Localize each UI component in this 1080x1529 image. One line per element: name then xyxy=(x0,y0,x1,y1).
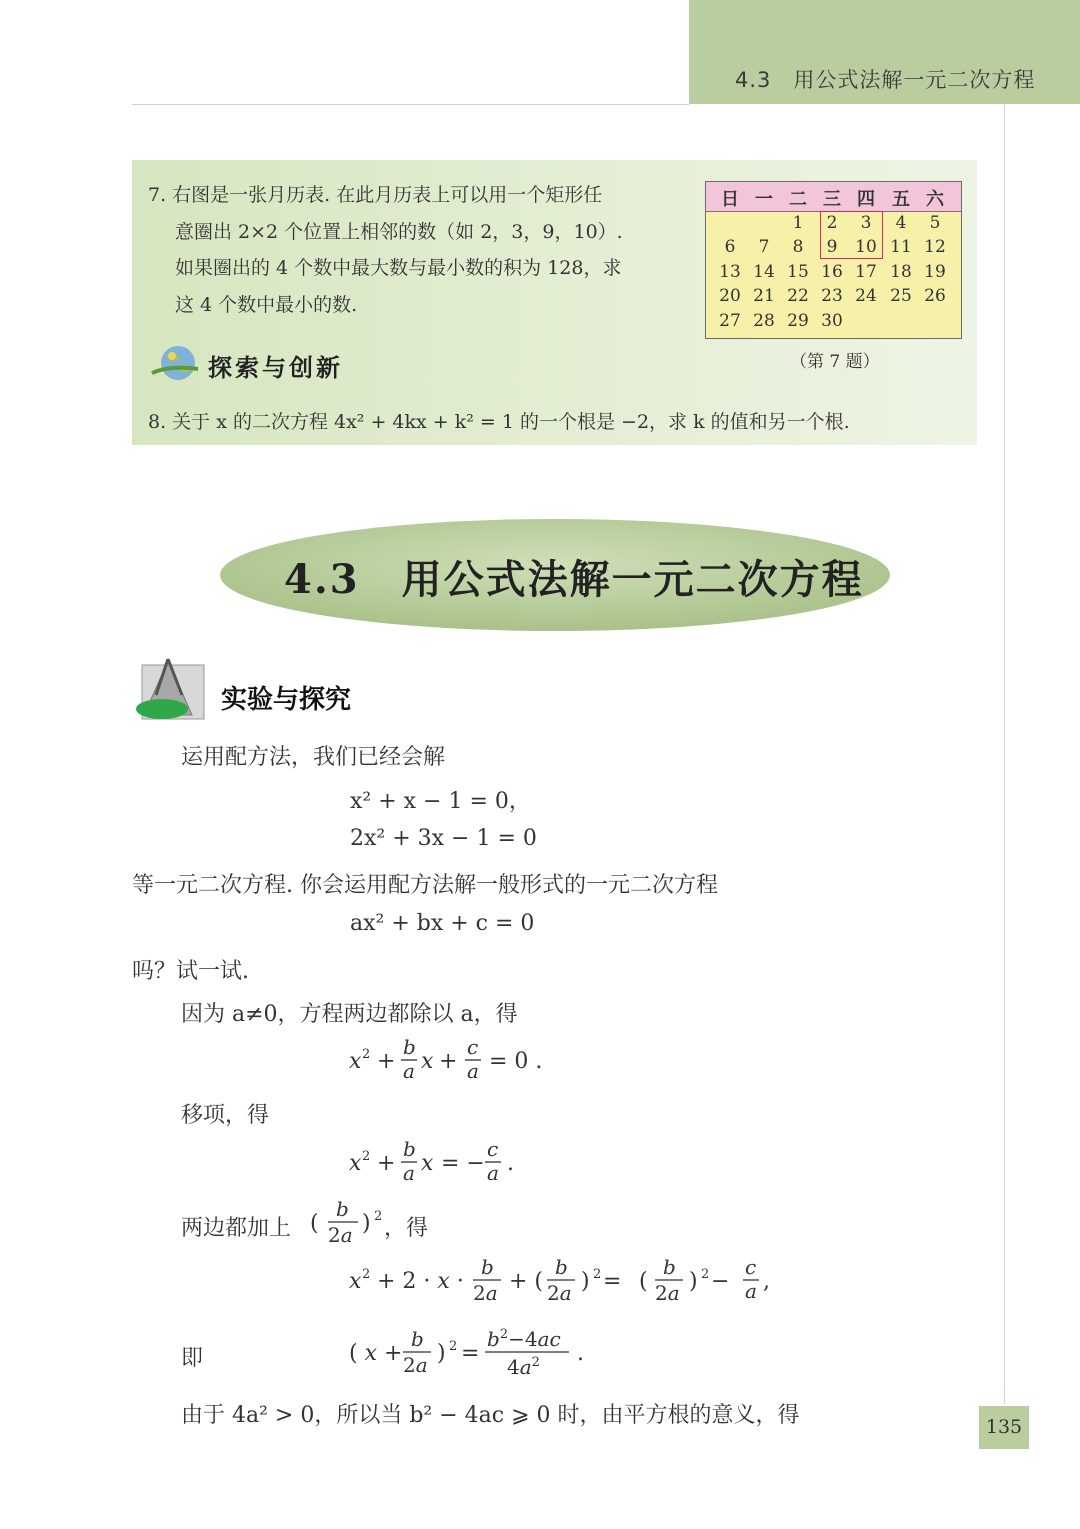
svg-text:2: 2 xyxy=(701,1267,710,1282)
svg-text:b: b xyxy=(555,1255,568,1279)
svg-text:2a: 2a xyxy=(473,1281,498,1305)
calendar-day-cell: 24 xyxy=(855,286,877,307)
side-rule xyxy=(1004,104,1005,1404)
svg-text:+: + xyxy=(377,1151,396,1176)
calendar-weekday: 日 xyxy=(721,189,739,210)
svg-text:+ (: + ( xyxy=(509,1269,544,1294)
svg-text:c: c xyxy=(467,1035,479,1059)
geometry-tools-icon xyxy=(132,655,210,723)
svg-text:b: b xyxy=(403,1035,416,1059)
globe-icon xyxy=(150,343,202,385)
exercise7-line: 意圈出 2×2 个位置上相邻的数（如 2，3，9，10）. xyxy=(175,221,623,243)
svg-text:b: b xyxy=(481,1255,494,1279)
svg-text:a: a xyxy=(467,1059,479,1083)
exercise7-line: 这 4 个数中最小的数. xyxy=(175,294,358,316)
body-paragraph: 即 xyxy=(181,1346,204,1371)
svg-text:+: + xyxy=(377,1049,396,1074)
calendar-day-cell: 20 xyxy=(719,286,741,307)
page-number: 135 xyxy=(979,1406,1029,1449)
svg-text:(: ( xyxy=(639,1269,648,1294)
calendar-weekday: 三 xyxy=(823,189,841,210)
calendar-day-cell: 12 xyxy=(924,237,946,258)
calendar-day-cell: 28 xyxy=(753,310,775,331)
svg-text:(: ( xyxy=(310,1211,319,1236)
calendar-weekday: 六 xyxy=(926,189,944,210)
svg-text:2: 2 xyxy=(362,1149,371,1164)
svg-text:4a2: $4a^2$ xyxy=(507,1355,540,1379)
svg-text:b: b xyxy=(411,1327,424,1351)
calendar-day-cell: 11 xyxy=(890,237,912,258)
svg-text:a: a xyxy=(403,1161,415,1185)
calendar-day-cell: 15 xyxy=(787,261,809,282)
calendar-day-cell: 27 xyxy=(719,310,741,331)
svg-text:.: . xyxy=(577,1341,584,1366)
calendar-day-cell: 26 xyxy=(924,286,946,307)
calendar-highlight-rect xyxy=(820,211,883,259)
svg-text:): ) xyxy=(581,1269,590,1294)
svg-text:x: x xyxy=(421,1049,434,1074)
calendar-day-cell: 14 xyxy=(753,261,775,282)
svg-text:2a: 2a xyxy=(547,1281,572,1305)
calendar-day-cell: 8 xyxy=(792,237,804,258)
calendar-table xyxy=(705,181,962,339)
svg-text:2a: 2a xyxy=(328,1223,353,1247)
calendar-day-cell: 1 xyxy=(792,213,804,233)
calendar-caption: （第 7 题） xyxy=(790,352,880,372)
calendar-day-cell: 4 xyxy=(895,213,907,233)
svg-text:= −: = − xyxy=(441,1151,485,1176)
svg-text:): ) xyxy=(437,1341,446,1366)
svg-text:−: − xyxy=(711,1269,730,1294)
calendar-header-row xyxy=(706,182,961,212)
svg-text:x: x xyxy=(349,1269,362,1294)
svg-text:+: + xyxy=(439,1049,458,1074)
calendar-day-cell: 2 xyxy=(826,213,838,233)
running-header-title: 4.3 用公式法解一元二次方程 xyxy=(735,68,1036,92)
svg-text:2: 2 xyxy=(362,1267,371,1282)
equation-square-form xyxy=(345,1324,595,1384)
svg-text:a: a xyxy=(745,1279,757,1303)
svg-text:): ) xyxy=(689,1269,698,1294)
svg-text:2: 2 xyxy=(374,1209,383,1224)
svg-text:=: = xyxy=(461,1341,480,1366)
equation: x² + x − 1 = 0， xyxy=(350,789,531,814)
svg-text:,: , xyxy=(763,1269,770,1294)
svg-text:x: x xyxy=(421,1151,434,1176)
calendar-weekday: 二 xyxy=(789,189,807,210)
svg-text:a: a xyxy=(403,1059,415,1083)
body-paragraph: 等一元二次方程. 你会运用配方法解一般形式的一元二次方程 xyxy=(132,873,718,898)
svg-text:b2−4ac: $b^2-4ac$ xyxy=(487,1327,561,1351)
svg-text:b: b xyxy=(663,1255,676,1279)
calendar-day-cell: 5 xyxy=(929,213,941,233)
svg-text:): ) xyxy=(362,1211,371,1236)
explore-section-title: 探索与创新 xyxy=(208,353,343,382)
calendar-day-cell: 16 xyxy=(821,261,843,282)
calendar-day-cell: 7 xyxy=(758,237,770,258)
body-paragraph: 运用配方法，我们已经会解 xyxy=(181,745,446,770)
svg-text:2a: 2a xyxy=(403,1353,428,1377)
svg-text:c: c xyxy=(745,1255,757,1279)
svg-text:.: . xyxy=(507,1151,514,1176)
body-paragraph: 因为 a≠0，方程两边都除以 a，得 xyxy=(181,1002,518,1027)
svg-text:( x +: ( x + xyxy=(349,1341,403,1366)
calendar-day-cell: 18 xyxy=(890,261,912,282)
equation-fraction-3 xyxy=(306,1196,386,1252)
exercise8-text: 8. 关于 x 的二次方程 4x² + 4kx + k² = 1 的一个根是 −2，求 k 的值和另一个根. xyxy=(148,411,850,433)
svg-text:+ 2 · x ·: + 2 · x · xyxy=(377,1269,464,1294)
svg-text:2: 2 xyxy=(593,1267,602,1282)
calendar-day-cell: 6 xyxy=(724,237,736,258)
calendar-day-cell: 30 xyxy=(821,310,843,331)
svg-text:= 0 .: = 0 . xyxy=(489,1049,543,1074)
calendar-day-cell: 3 xyxy=(860,213,872,233)
calendar-day-cell: 10 xyxy=(855,237,877,258)
svg-text:x: x xyxy=(349,1151,362,1176)
experiment-section-title: 实验与探究 xyxy=(221,685,352,715)
calendar-day-cell: 19 xyxy=(924,261,946,282)
equation: ax² + bx + c = 0 xyxy=(350,911,535,936)
section-title: 4.3 用公式法解一元二次方程 xyxy=(284,556,864,603)
body-paragraph-suffix: ，得 xyxy=(384,1216,429,1241)
svg-text:b: b xyxy=(403,1137,416,1161)
body-paragraph: 两边都加上 xyxy=(181,1216,292,1241)
calendar-day-cell: 17 xyxy=(855,261,877,282)
svg-text:2: 2 xyxy=(449,1339,458,1354)
calendar-day-cell: 13 xyxy=(719,261,741,282)
equation-fraction-1 xyxy=(345,1034,555,1088)
calendar-day-cell: 21 xyxy=(753,286,775,307)
calendar-weekday: 四 xyxy=(857,189,875,210)
calendar-day-cell: 29 xyxy=(787,310,809,331)
calendar-day-cell: 22 xyxy=(787,286,809,307)
exercise7-line: 如果圈出的 4 个数中最大数与最小数的积为 128，求 xyxy=(175,257,622,279)
equation: 2x² + 3x − 1 = 0 xyxy=(350,826,537,851)
svg-text:=: = xyxy=(603,1269,622,1294)
svg-text:a: a xyxy=(487,1161,499,1185)
calendar-weekday: 一 xyxy=(755,189,773,210)
exercise7-line: 7. 右图是一张月历表. 在此月历表上可以用一个矩形任 xyxy=(148,184,603,206)
calendar-day-cell: 23 xyxy=(821,286,843,307)
calendar-day-cell: 9 xyxy=(826,237,838,258)
svg-text:c: c xyxy=(487,1137,499,1161)
calendar-weekday: 五 xyxy=(892,189,910,210)
header-rule xyxy=(132,104,689,105)
svg-text:x: x xyxy=(349,1049,362,1074)
calendar-day-cell: 25 xyxy=(890,286,912,307)
equation-complete-square xyxy=(345,1254,785,1312)
svg-text:2: 2 xyxy=(362,1047,371,1062)
svg-text:2a: 2a xyxy=(655,1281,680,1305)
equation-fraction-2 xyxy=(345,1136,535,1190)
body-paragraph: 移项，得 xyxy=(181,1103,270,1128)
body-paragraph: 吗？试一试. xyxy=(132,959,249,984)
body-paragraph: 由于 4a² > 0，所以当 b² − 4ac ⩾ 0 时，由平方根的意义，得 xyxy=(181,1403,800,1428)
svg-text:b: b xyxy=(336,1197,349,1221)
